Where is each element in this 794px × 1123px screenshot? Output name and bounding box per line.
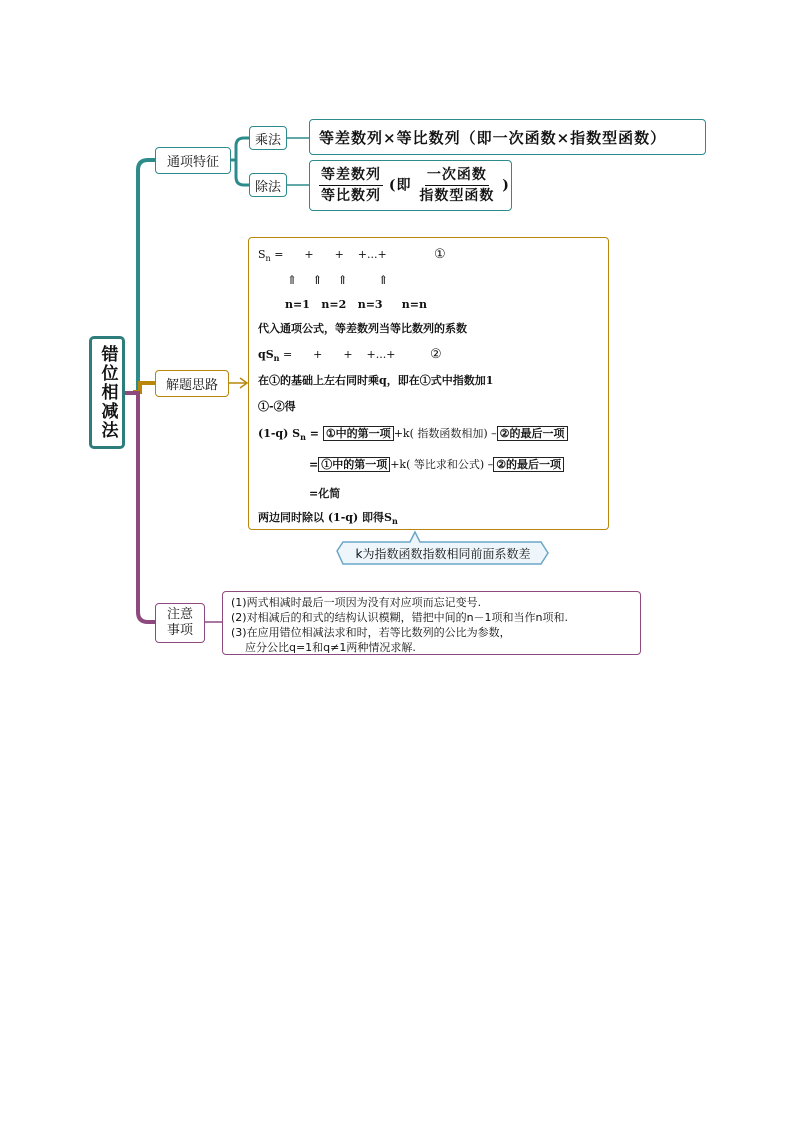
multiplication-content-box — [309, 119, 706, 155]
line-indices: n=1 n=2 n=3 n=n — [285, 298, 427, 311]
line-multiply-q: 在①的基础上左右同时乘q，即在①式中指数加1 — [258, 374, 494, 387]
note-item-3: (3)在应用错位相减法求和时，若等比数列的公比为参数， — [231, 626, 511, 639]
multiplication-content: 等差数列×等比数列（即一次函数×指数型函数） — [319, 128, 667, 147]
multiplication-label: 乘法 — [254, 132, 281, 148]
fraction-sequences — [319, 166, 383, 205]
qsn-symbol: qS — [258, 348, 274, 361]
branch-general-term-label: 通项特征 — [166, 155, 219, 170]
result-subscript: n — [300, 432, 306, 443]
line-substitute: 代入通项公式，等差数列当等比数列的系数 — [258, 322, 467, 335]
last-term-box-2: ②的最后一项 — [493, 457, 564, 472]
result-prefix: (1-q) S — [258, 427, 301, 440]
qsn-subscript: n — [273, 353, 280, 364]
division-node — [249, 173, 287, 197]
qsn-rest: = + + +...+ — [279, 348, 396, 361]
callout-text: k为指数函数指数相同前面系数差 — [355, 546, 531, 561]
last-term-box-1: ②的最后一项 — [497, 426, 568, 441]
divide-text: 两边同时除以 (1-q) 即得S — [258, 511, 392, 524]
branch-general-term-node — [155, 147, 231, 174]
connector-teal-div — [236, 160, 249, 185]
line-subtract: ①-②得 — [258, 400, 296, 413]
result-eq: = — [305, 427, 319, 440]
first-term-box-1: ①中的第一项 — [323, 426, 394, 441]
fraction-denominator-1: 等比数列 — [321, 188, 381, 204]
branch-approach-node — [155, 370, 229, 397]
line-result-2 — [309, 458, 564, 472]
connector-purple-trunk — [125, 393, 155, 622]
result2-eq: = — [309, 458, 319, 471]
fraction-numerator-2: 一次函数 — [425, 166, 489, 186]
root-title: 错位相减法 — [97, 345, 118, 440]
fraction-denominator-2: 指数型函数 — [419, 188, 495, 204]
connector-teal-mult — [231, 138, 249, 160]
paren-prefix: (即 — [388, 177, 412, 194]
notes-content-box — [222, 591, 641, 655]
root-node — [89, 336, 125, 449]
division-content-box — [309, 160, 512, 211]
line-arrows: ⇑ ⇑ ⇑ ⇑ — [287, 273, 389, 287]
line-result-1 — [258, 427, 568, 444]
branch-notes-label-2: 事项 — [166, 623, 193, 638]
approach-content-box — [248, 237, 609, 530]
first-term-box-2: ①中的第一项 — [318, 457, 390, 472]
line-divide — [258, 511, 398, 528]
sn-subscript: n — [265, 254, 271, 264]
circle-two: ② — [430, 347, 442, 362]
note-item-2: (2)对相减后的和式的结构认识模糊，错把中间的n－1项和当作n项和. — [231, 611, 569, 624]
circle-one: ① — [434, 247, 446, 262]
result-mid-1: +k( 指数函数相加) – — [393, 427, 497, 440]
sn-rest: = + + +...+ — [270, 248, 387, 261]
fraction-numerator-1: 等差数列 — [319, 166, 383, 186]
line-sn-sum — [258, 247, 446, 266]
multiplication-node — [249, 126, 287, 150]
branch-notes-label-1: 注意 — [166, 607, 193, 622]
divide-subscript: n — [391, 516, 398, 527]
note-item-1: (1)两式相减时最后一项因为没有对应项而忘记变号. — [231, 596, 482, 609]
note-item-4: 应分公比q=1和q≠1两种情况求解. — [231, 641, 416, 654]
paren-suffix: ) — [502, 177, 510, 194]
connector-teal-trunk — [133, 160, 155, 392]
result-mid-2: +k( 等比求和公式) – — [390, 458, 494, 471]
branch-approach-label: 解题思路 — [165, 378, 218, 393]
division-label: 除法 — [254, 179, 281, 195]
sn-symbol: S — [258, 248, 266, 261]
line-qsn-sum — [258, 347, 442, 365]
fraction-functions — [417, 166, 496, 205]
callout-text-wrap — [338, 542, 548, 564]
line-simplify: =化简 — [309, 487, 341, 500]
branch-notes-node — [155, 603, 205, 643]
division-formula — [319, 166, 510, 205]
